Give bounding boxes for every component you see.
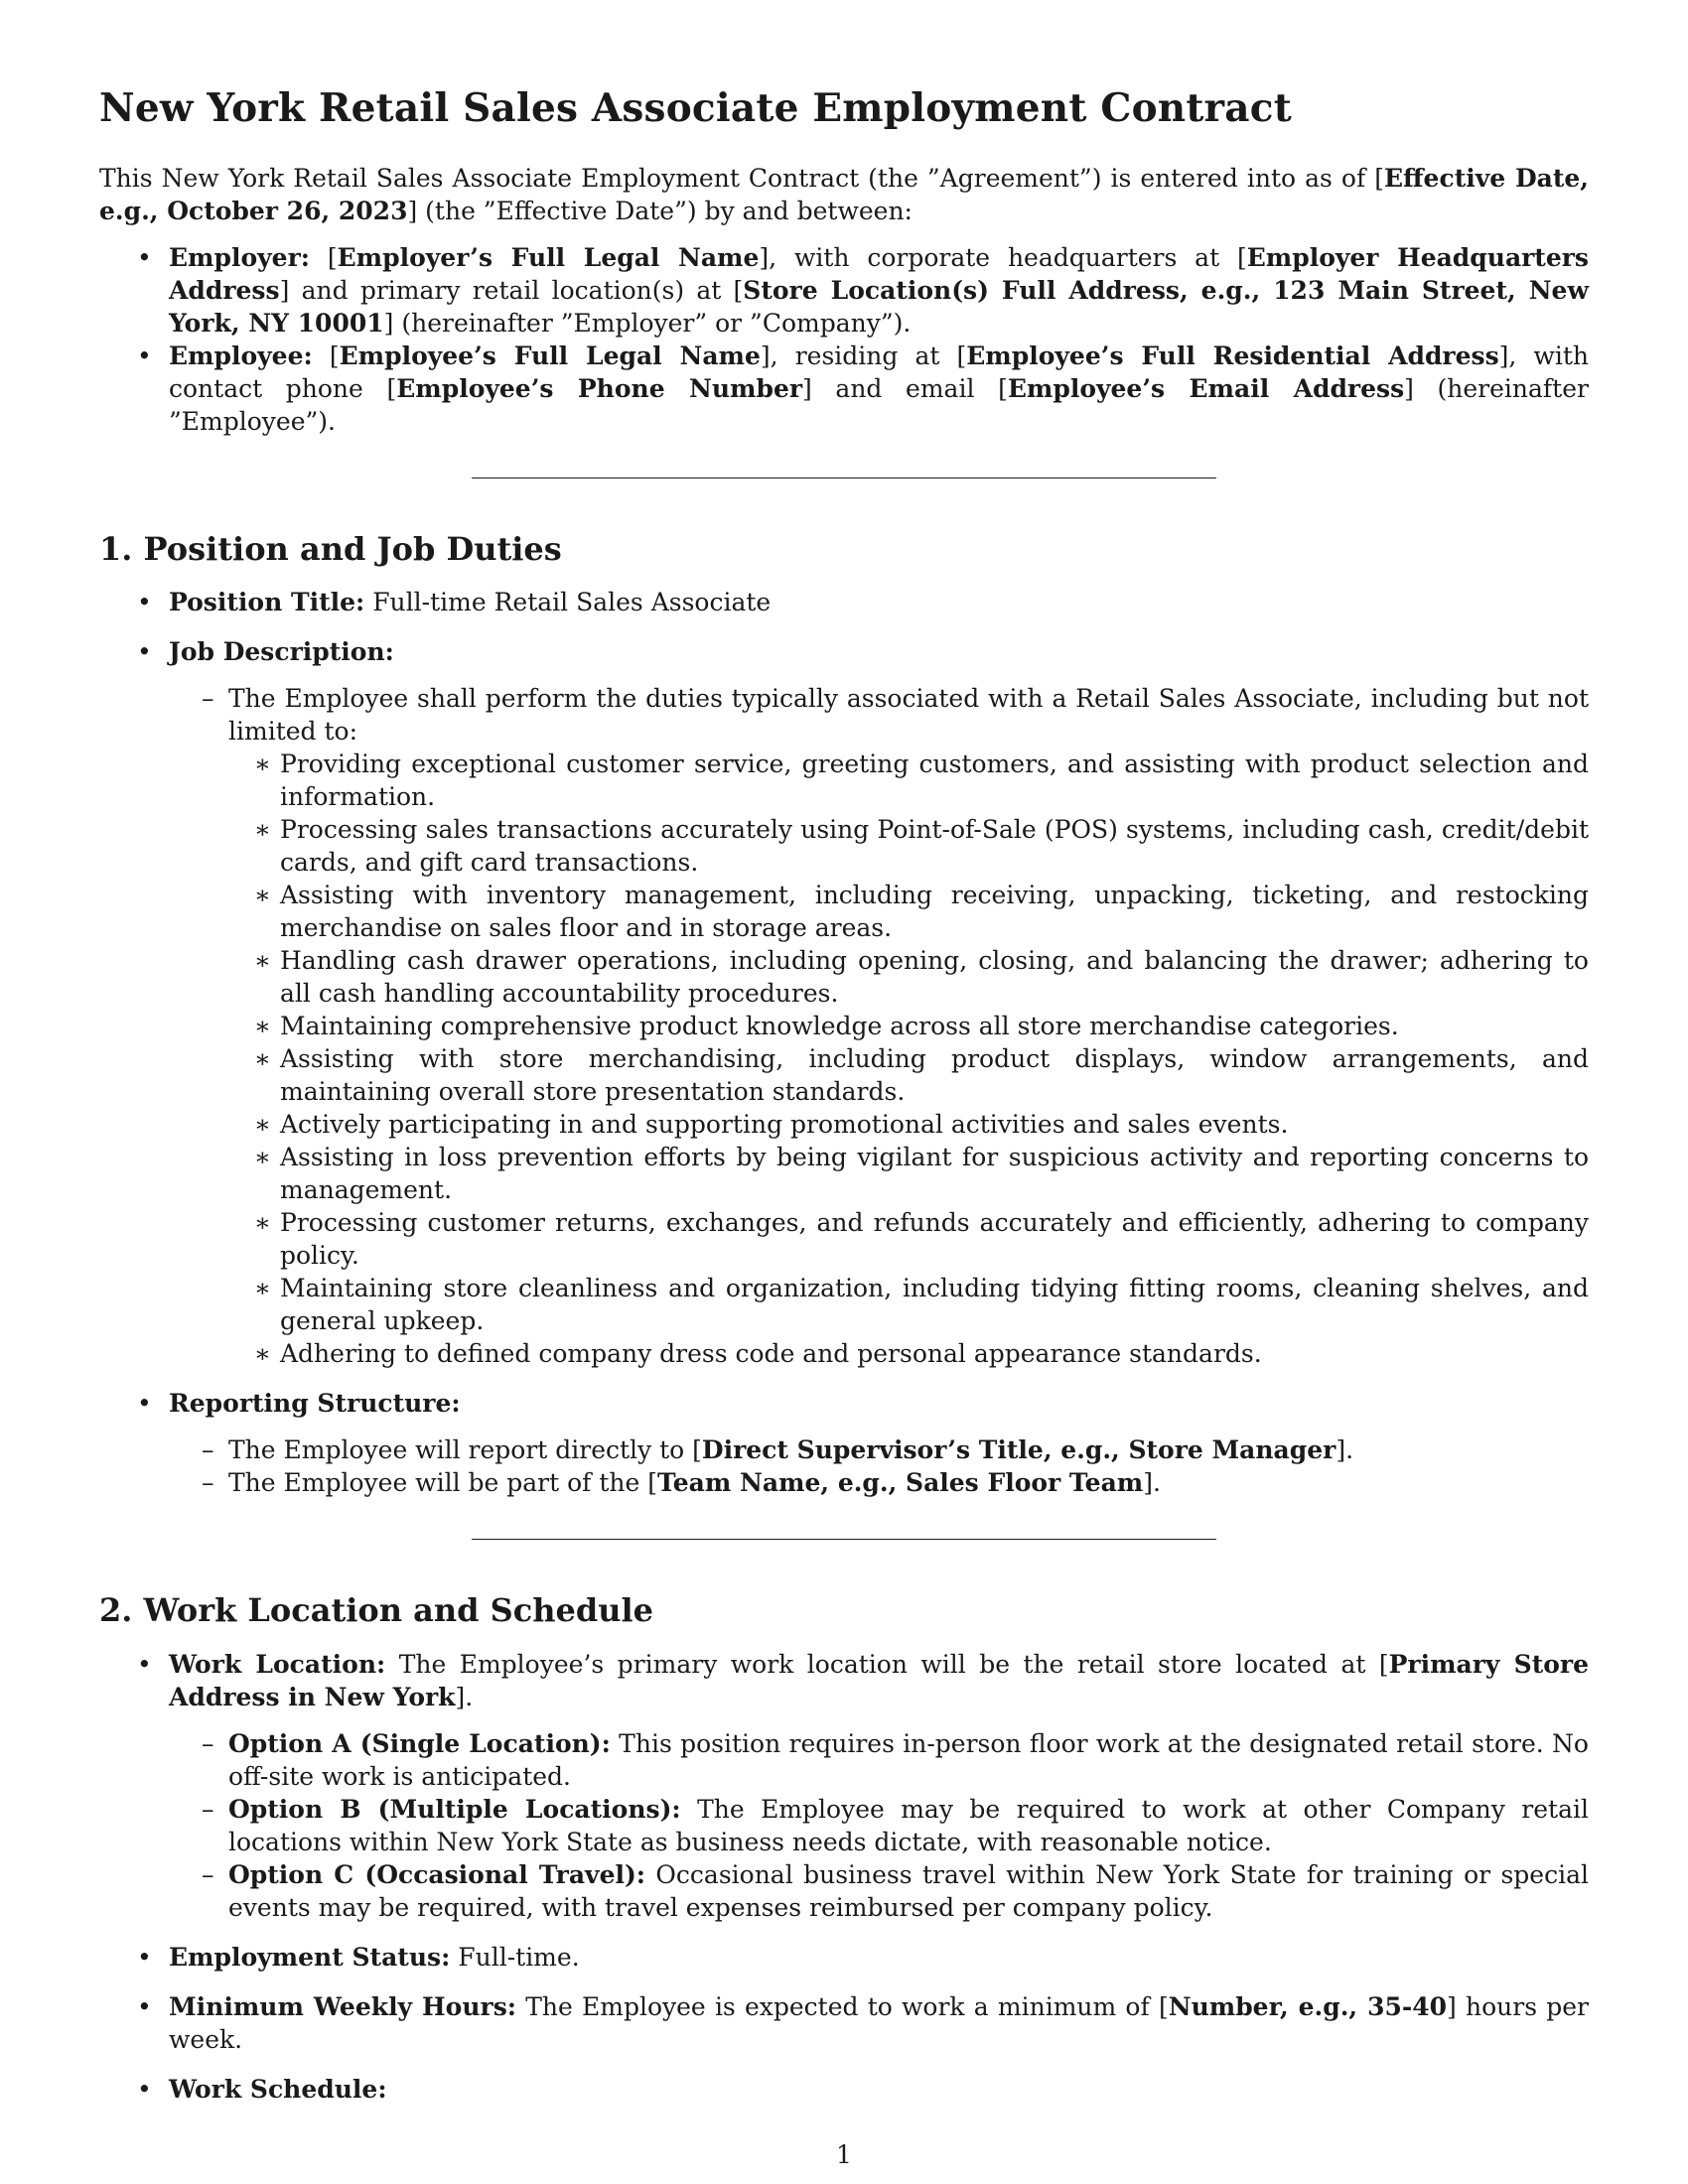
option-c-item: – Option C (Occasional Travel): Occasional business travel within New York State for training or special events may be required, with travel expenses reimbursed per company policy. [169,1858,1589,1924]
position-title-item: • Position Title: Full-time Retail Sales Associate [99,586,1589,618]
option-a-item: – Option A (Single Location): This position requires in-person floor work at the designated retail store. No off-site work is anticipated. [169,1727,1589,1793]
duty-item: ∗ Assisting with inventory management, including receiving, unpacking, ticketing, and restocking merchandise on sales floor and in storage areas. [228,879,1589,944]
weekly-hours-item: • Minimum Weekly Hours: The Employee is expected to work a minimum of [Number, e.g., 35-40] hours per week. [99,1990,1589,2056]
duty-item: ∗ Assisting with store merchandising, including product displays, window arrangements, and maintaining overall store presentation standards. [228,1042,1589,1108]
section-1-heading: 1. Position and Job Duties [99,529,562,568]
duty-item: ∗ Adhering to defined company dress code and personal appearance standards. [228,1337,1589,1370]
section-2-heading: 2. Work Location and Schedule [99,1591,654,1630]
intro-paragraph: This New York Retail Sales Associate Employment Contract (the ”Agreement”) is entered into as of [Effective Date, e.g., October 26, 2023] (the ”Effective Date”) by and between: [99,163,1589,225]
employment-status-item: • Employment Status: Full-time. [99,1941,1589,1974]
duty-item: ∗ Assisting in loss prevention efforts by being vigilant for suspicious activity and reporting concerns to management. [228,1141,1589,1206]
location-options-list [169,1727,1589,1924]
section-2-list [99,1648,1589,2106]
job-description-item: • Job Description: – The Employee shall perform the duties typically associated with a Retail Sales Associate, including but not limited to: ∗ Providing exceptional customer service, greeting customers, and assisting with product selection and information. ∗ Processing sales transactions accurately using Point-of-Sale (POS) systems, including cash, credit/debit cards, and gift card transactions. ∗ Assisting with inventory management, including receiving, unpacking, ticketing, and restocking merchandise on sales floor and in storage areas. ∗ Handling cash drawer operations, including opening, closing, and balancing the drawer; adhering to all cash handling accountability procedures. ∗ Maintaining comprehensive product knowledge across all store merchandise categories. ∗ Assisting with store merchandising, including product displays, window arrangements, and maintaining overall store presentation standards. ∗ Actively participating in and supporting promotional activities and sales events. ∗ Assisting in loss prevention efforts by being vigilant for suspicious activity and reporting concerns to management. ∗ Processing customer returns, exchanges, and refunds accurately and efficiently, adhering to company policy. ∗ Maintaining store cleanliness and organization, including tidying fitting rooms, cleaning shelves, and general upkeep. ∗ Adhering to defined company dress code and personal appearance standards. [99,635,1589,1370]
parties-list [99,241,1589,438]
duty-item: ∗ Processing sales transactions accurately using Point-of-Sale (POS) systems, including cash, credit/debit cards, and gift card transactions. [228,813,1589,879]
duty-item: ∗ Actively participating in and supporting promotional activities and sales events. [228,1108,1589,1141]
work-location-item: • Work Location: The Employee’s primary work location will be the retail store located at [Primary Store Address in New York]. – Option A (Single Location): This position requires in-person floor work at the designated retail store. No off-site work is anticipated. – Option B (Multiple Locations): The Employee may be required to work at other Company retail locations within New York State as business needs dictate, with reasonable notice. – Option C (Occasional Travel): Occasional business travel within New York State for training or special events may be required, with travel expenses reimbursed per company policy. [99,1648,1589,1924]
duty-item: ∗ Maintaining comprehensive product knowledge across all store merchandise categories. [228,1010,1589,1042]
reporting-sublist [169,1433,1589,1499]
duty-item: ∗ Maintaining store cleanliness and organization, including tidying fitting rooms, cleaning shelves, and general upkeep. [228,1272,1589,1337]
job-description-sublist [169,682,1589,1370]
job-description-intro: – The Employee shall perform the duties typically associated with a Retail Sales Associate, including but not limited to: ∗ Providing exceptional customer service, greeting customers, and assisting with product selection and information. ∗ Processing sales transactions accurately using Point-of-Sale (POS) systems, including cash, credit/debit cards, and gift card transactions. ∗ Assisting with inventory management, including receiving, unpacking, ticketing, and restocking merchandise on sales floor and in storage areas. ∗ Handling cash drawer operations, including opening, closing, and balancing the drawer; adhering to all cash handling accountability procedures. ∗ Maintaining comprehensive product knowledge across all store merchandise categories. ∗ Assisting with store merchandising, including product displays, window arrangements, and maintaining overall store presentation standards. ∗ Actively participating in and supporting promotional activities and sales events. ∗ Assisting in loss prevention efforts by being vigilant for suspicious activity and reporting concerns to management. ∗ Processing customer returns, exchanges, and refunds accurately and efficiently, adhering to company policy. ∗ Maintaining store cleanliness and organization, including tidying fitting rooms, cleaning shelves, and general upkeep. ∗ Adhering to defined company dress code and personal appearance standards. [169,682,1589,1370]
party-employer: • Employer: [Employer’s Full Legal Name], with corporate headquarters at [Employer Headquarters Address] and primary retail location(s) at [Store Location(s) Full Address, e.g., 123 Main Street, New York, NY 10001] (hereinafter ”Employer” or ”Company”). [99,241,1589,340]
page-number: 1 [836,2140,852,2169]
option-b-item: – Option B (Multiple Locations): The Employee may be required to work at other Company retail locations within New York State as business needs dictate, with reasonable notice. [169,1793,1589,1858]
work-schedule-item: • Work Schedule: [99,2073,1589,2106]
duty-item: ∗ Providing exceptional customer service, greeting customers, and assisting with product selection and information. [228,748,1589,813]
reporting-structure-item: • Reporting Structure: – The Employee will report directly to [Direct Supervisor’s Title, e.g., Store Manager]. – The Employee will be part of the [Team Name, e.g., Sales Floor Team]. [99,1387,1589,1499]
section-1-list [99,586,1589,1499]
section-divider [472,1539,1216,1540]
document-title: New York Retail Sales Associate Employment Contract [99,85,1292,131]
team-item: – The Employee will be part of the [Team Name, e.g., Sales Floor Team]. [169,1466,1589,1499]
party-employee: • Employee: [Employee’s Full Legal Name], residing at [Employee’s Full Residential Address], with contact phone [Employee’s Phone Number] and email [Employee’s Email Address] (hereinafter ”Employee”). [99,340,1589,438]
duty-item: ∗ Handling cash drawer operations, including opening, closing, and balancing the drawer; adhering to all cash handling accountability procedures. [228,944,1589,1010]
duty-item: ∗ Processing customer returns, exchanges, and refunds accurately and efficiently, adhering to company policy. [228,1206,1589,1272]
report-to-item: – The Employee will report directly to [Direct Supervisor’s Title, e.g., Store Manager]. [169,1433,1589,1466]
duties-list [228,748,1589,1370]
